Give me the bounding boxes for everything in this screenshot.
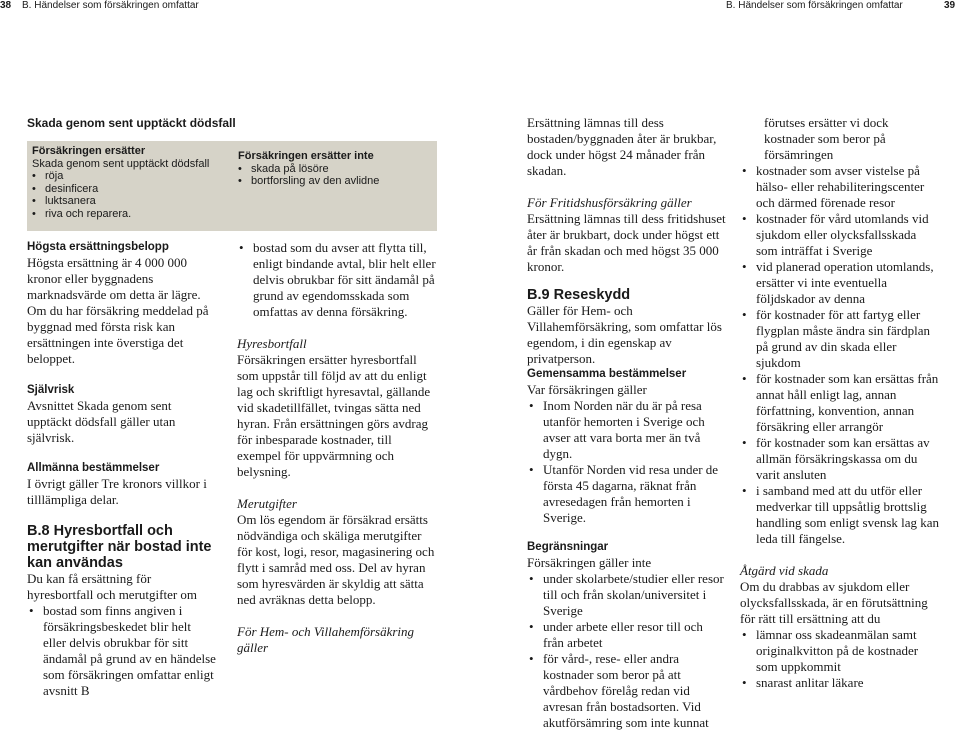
covered-list	[32, 170, 222, 220]
list-item: • för vård-, rese- eller andra kostnader som beror på att vårdbehov förelåg redan vid avresan från bostadsorten. Vid akutförsämring som inte kunnat	[527, 651, 727, 731]
list-item: • röja	[32, 170, 222, 183]
section-b8-heading: B.8 Hyresbortfall och merutgifter när bostad inte kan användas	[27, 523, 212, 571]
limitations-continued-text: förutses ersätter vi dock kostnader som beror på försämringen	[764, 115, 889, 162]
compensation-period-text: Ersättning lämnas till dess bostaden/byggnaden åter är brukbar, dock under högst 24 månader från skadan.	[527, 115, 717, 178]
column-1	[27, 240, 217, 699]
rent-loss-text: Försäkringen ersätter hyresbortfall som uppstår till följd av att du enligt lag och skriftligt hyresavtal, gällande vid skadetillfället, tvingas sätta ned hyran. Från ersättningen görs avdrag för inbesparade kostnader, till exempel för uppvärmning och belysning.	[237, 352, 431, 479]
common-provisions-intro: Var försäkringen gäller	[527, 382, 647, 397]
list-item: • bortforsling av den avlidne	[238, 175, 428, 188]
rent-loss-heading: Hyresbortfall	[237, 336, 307, 351]
section-heading: Skada genom sent upptäckt dödsfall	[27, 116, 236, 130]
max-amount-heading: Högsta ersättningsbelopp	[27, 241, 169, 253]
list-item: • bostad som finns angiven i försäkringsbeskedet blir helt eller delvis obrukbar för sitt ändamål på grund av en händelse som försäkringen omfattar enligt avsnitt B	[27, 603, 217, 699]
list-item: • riva och reparera.	[32, 208, 222, 221]
covered-box	[27, 141, 437, 231]
list-item: • för kostnader som kan ersättas av allmän försäkringskassa om du varit ansluten	[740, 435, 940, 483]
column-4	[740, 115, 940, 691]
extra-costs-text: Om lös egendom är försäkrad ersätts nödvändiga och skäliga merutgifter för kost, logi, resor, magasinering och flytt i samråd med oss. Del av hyran som hyresvärden är skyldig att sätta ned avräknas detta belopp.	[237, 512, 435, 607]
list-item: • skada på lösöre	[238, 163, 428, 176]
list-item: • desinficera	[32, 183, 222, 196]
column-2	[237, 240, 437, 656]
deductible-heading: Självrisk	[27, 384, 75, 396]
limitations-list	[527, 571, 727, 731]
list-item: • snarast anlitar läkare	[740, 675, 940, 691]
section-b8-intro: Du kan få ersättning för hyresbortfall och merutgifter om	[27, 571, 198, 602]
general-terms-text: I övrigt gäller Tre kronors villkor i tilllämpliga delar.	[27, 476, 207, 507]
list-item: • under skolarbete/studier eller resor till och från skolan/universitet i Sverige	[527, 571, 727, 619]
holiday-home-text: Ersättning lämnas till dess fritidshuset åter är brukbart, dock under högst ett år från skadan och med högst 35 000 kronor.	[527, 211, 726, 274]
limitations-list-continued	[740, 163, 940, 547]
claim-measures-text: Om du drabbas av sjukdom eller olycksfallsskada, är en förutsättning för rätt till ersättning att du	[740, 579, 928, 626]
claim-measures-list	[740, 627, 940, 691]
column-3	[527, 115, 727, 731]
covered-box-title: Försäkringen ersätter	[32, 145, 146, 157]
common-provisions-list	[527, 398, 727, 526]
common-provisions-heading: Gemensamma bestämmelser	[527, 368, 687, 380]
not-covered-box-title: Försäkringen ersätter inte	[238, 150, 374, 162]
list-item: • i samband med att du utför eller medverkar till uppsåtlig brottslig handling som enligt svensk lag kan leda till fängelse.	[740, 483, 940, 547]
list-item: • för kostnader som kan ersättas från annat håll enligt lag, annan författning, konvention, annan försäkring eller arrangör	[740, 371, 940, 435]
max-amount-text-2: Om du har försäkring meddelad på byggnad med första risk kan ersättningen inte överstiga det beloppet.	[27, 303, 209, 366]
limitations-heading: Begränsningar	[527, 541, 609, 553]
extra-costs-heading: Merutgifter	[237, 496, 297, 511]
holiday-home-heading: För Fritidshusförsäkring gäller	[527, 195, 692, 210]
left-running-title: B. Händelser som försäkringen omfattar	[22, 0, 199, 11]
limitations-intro: Försäkringen gäller inte	[527, 555, 652, 570]
section-b8-list	[27, 603, 217, 699]
list-item: • vid planerad operation utomlands, ersätter vi inte eventuella följdskador av denna	[740, 259, 940, 307]
page-header	[0, 0, 960, 11]
list-item: • lämnar oss skadeanmälan samt originalkvitton på de kostnader som uppkommit	[740, 627, 940, 675]
general-terms-heading: Allmänna bestämmelser	[27, 462, 160, 474]
section-b8-list-continued	[237, 240, 437, 320]
list-item: • Inom Norden när du är på resa utanför hemorten i Sverige och avser att vara borta mer än två dygn.	[527, 398, 727, 462]
list-item: • Utanför Norden vid resa under de första 45 dagarna, räknat från avresedagen från hemorten i Sverige.	[527, 462, 727, 526]
section-b9-text: Gäller för Hem- och Villahemförsäkring, som omfattar lös egendom, i din egenskap av privatperson.	[527, 303, 722, 366]
list-item: • under arbete eller resor till och från arbetet	[527, 619, 727, 651]
list-item: • kostnader för vård utomlands vid sjukdom eller olycksfallsskada som inträffat i Sverige	[740, 211, 940, 259]
covered-box-subtitle: Skada genom sent upptäckt dödsfall	[32, 157, 210, 170]
deductible-text: Avsnittet Skada genom sent upptäckt dödsfall gäller utan självrisk.	[27, 398, 176, 445]
home-insurance-heading: För Hem- och Villahemförsäkring gäller	[237, 624, 415, 655]
max-amount-text-1: Högsta ersättning är 4 000 000 kronor eller byggnadens marknadsvärde om detta är lägre.	[27, 255, 201, 302]
right-page-number: 39	[944, 0, 956, 11]
list-item: • för kostnader för att fartyg eller flygplan måste ändra sin färdplan på grund av din skada eller sjukdom	[740, 307, 940, 371]
list-item: • luktsanera	[32, 195, 222, 208]
list-item: • bostad som du avser att flytta till, enligt bindande avtal, blir helt eller delvis obrukbar för sitt ändamål på grund av egendomsskada som omfattas av denna försäkring.	[237, 240, 437, 320]
left-page-number: 38	[0, 0, 12, 11]
list-item: • kostnader som avser vistelse på hälso- eller rehabiliteringscenter och därmed förenade resor	[740, 163, 940, 211]
not-covered-list	[238, 163, 428, 188]
right-running-title: B. Händelser som försäkringen omfattar	[726, 0, 903, 11]
section-b9-heading: B.9 Reseskydd	[527, 287, 631, 303]
claim-measures-heading: Åtgärd vid skada	[740, 563, 829, 578]
